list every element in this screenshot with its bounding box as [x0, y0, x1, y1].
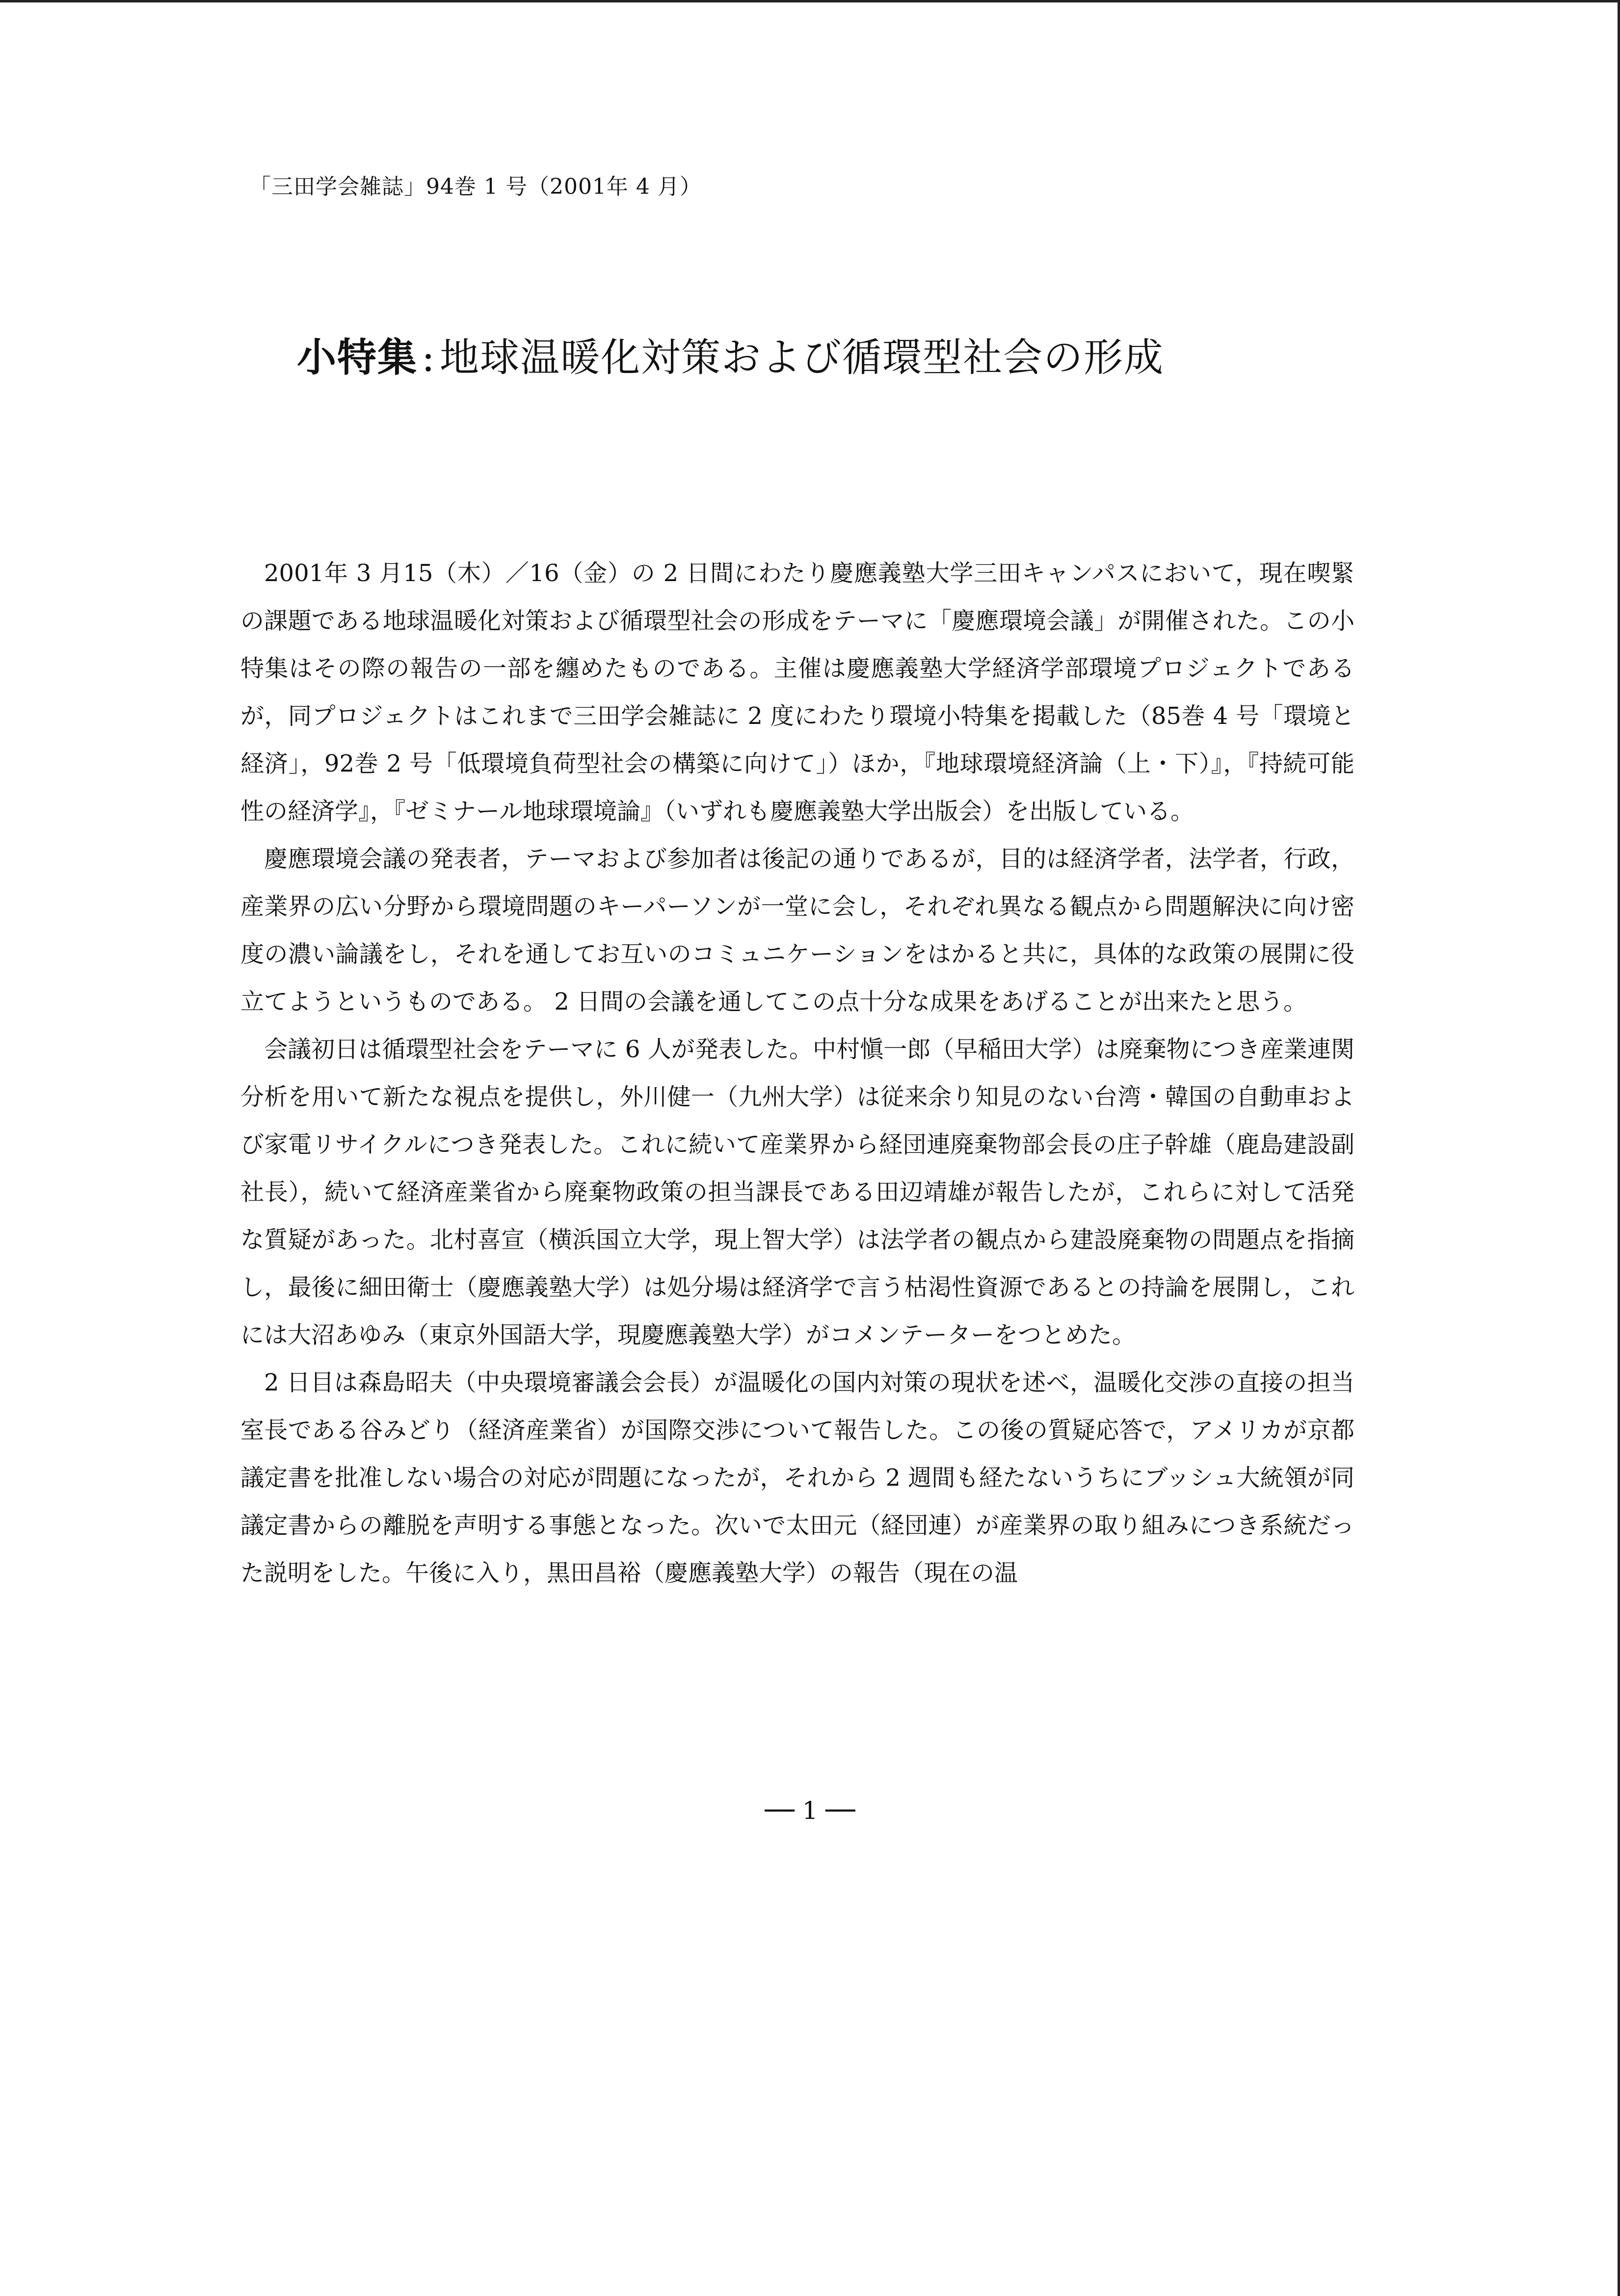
- paragraph-4: 2 日目は森島昭夫（中央環境審議会会長）が温暖化の国内対策の現状を述べ，温暖化交渉の直接の担当室長である谷みどり（経済産業省）が国際交渉について報告した。この後の質疑応答で，アメリカが京都議定書を批准しない場合の対応が問題になったが，それから 2 週間も経たないうちにブッシュ大統領が同議定書からの離脱を声明する事態となった。次いで太田元（経団連）が産業界の取り組みにつき系統だった説明をした。午後に入り，黒田昌裕（慶應義塾大学）の報告（現在の温: [240, 1369, 1354, 1587]
- page-border-right: [1618, 0, 1620, 2296]
- paragraph-3: 会議初日は循環型社会をテーマに 6 人が発表した。中村愼一郎（早稲田大学）は廃棄物につき産業連関分析を用いて新たな視点を提供し，外川健一（九州大学）は従来余り知見のない台湾・韓国の自動車および家電リサイクルにつき発表した。これに続いて産業界から経団連廃棄物部会長の庄子幹雄（鹿島建設副社長），続いて経済産業省から廃棄物政策の担当課長である田辺靖雄が報告したが，これらに対して活発な質疑があった。北村喜宣（横浜国立大学，現上智大学）は法学者の観点から建設廃棄物の問題点を指摘し，最後に細田衛士（慶應義塾大学）は処分場は経済学で言う枯渇性資源であるとの持論を展開し，これには大沼あゆみ（東京外国語大学，現慶應義塾大学）がコメンテーターをつとめた。: [240, 1036, 1354, 1349]
- page-number: ── 1 ──: [765, 1796, 855, 1825]
- paragraph-2: 慶應環境会議の発表者，テーマおよび参加者は後記の通りであるが，目的は経済学者，法学者，行政，産業界の広い分野から環境問題のキーパーソンが一堂に会し，それぞれ異なる観点から問題解決に向け密度の濃い論議をし，それを通してお互いのコミュニケーションをはかると共に，具体的な政策の展開に役立てようというものである。 2 日間の会議を通してこの点十分な成果をあげることが出来たと思う。: [240, 845, 1354, 1015]
- page-border-top: [0, 0, 1620, 2]
- title-separator: :: [422, 335, 436, 380]
- page-title: [297, 326, 1164, 382]
- body-text: [240, 550, 1354, 1597]
- title-text: 地球温暖化対策および循環型社会の形成: [439, 335, 1164, 380]
- title-label: 小特集: [297, 335, 418, 380]
- paragraph-1: 2001年 3 月15（木）／16（金）の 2 日間にわたり慶應義塾大学三田キャンパスにおいて，現在喫緊の課題である地球温暖化対策および循環型社会の形成をテーマに「慶應環境会議」が開催された。この小特集はその際の報告の一部を纏めたものである。主催は慶應義塾大学経済学部環境プロジェクトであるが，同プロジェクトはこれまで三田学会雑誌に 2 度にわたり環境小特集を掲載した（85巻 4 号「環境と経済」，92巻 2 号「低環境負荷型社会の構築に向けて」）ほか，『地球環境経済論（上・下）』，『持続可能性の経済学』，『ゼミナール地球環境論』（いずれも慶應義塾大学出版会）を出版している。: [240, 560, 1354, 825]
- journal-header: 「三田学会雑誌」94巻 1 号（2001年 4 月）: [249, 174, 702, 199]
